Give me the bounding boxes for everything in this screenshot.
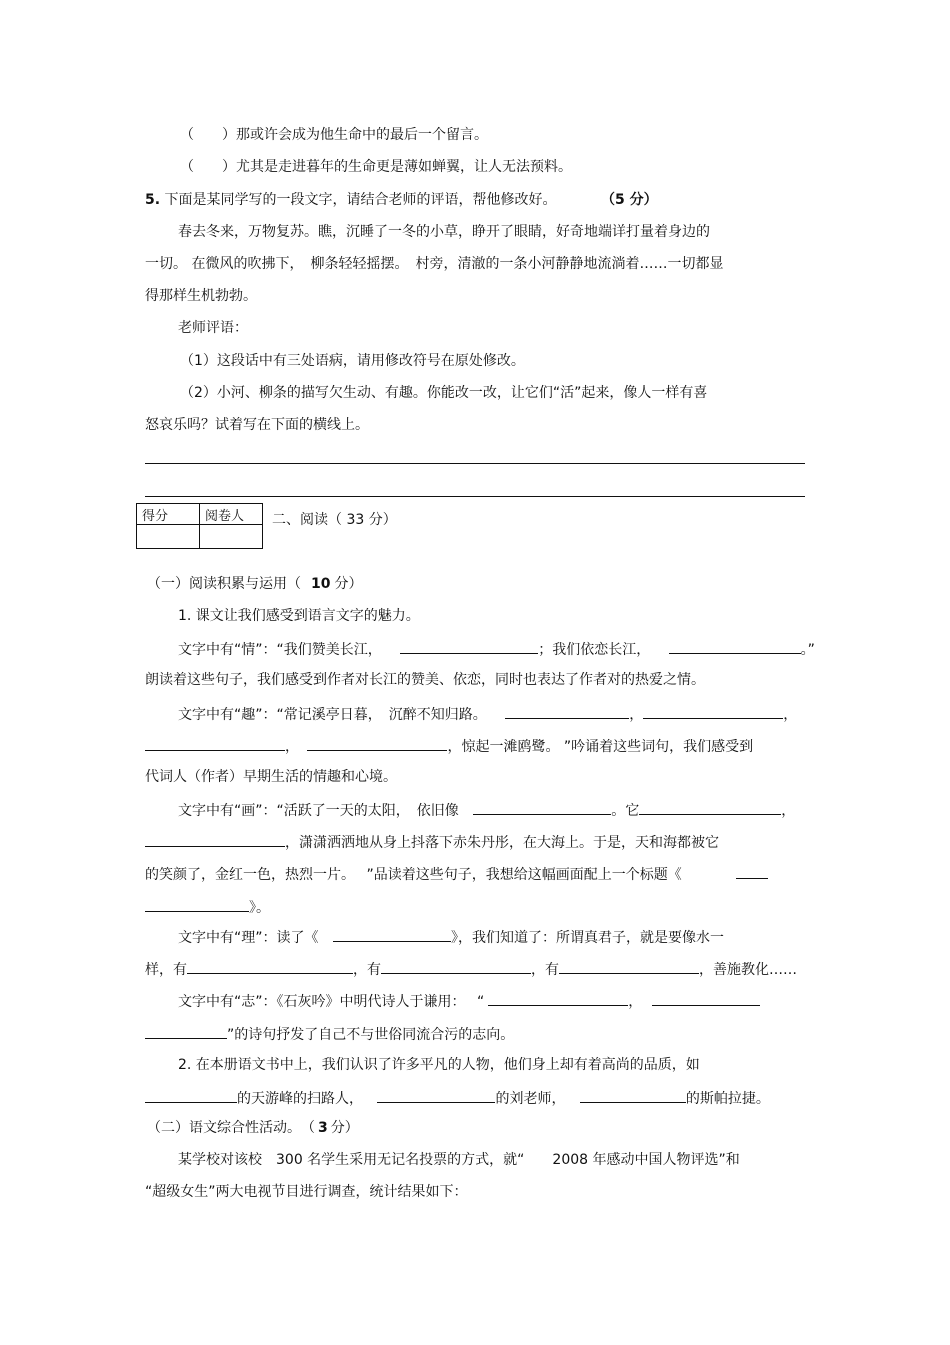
part-1-title-end: 分） bbox=[334, 576, 363, 592]
hua-text-b: 。它 bbox=[611, 803, 640, 819]
hua-blank-4[interactable] bbox=[736, 863, 768, 879]
qu-blank-2[interactable] bbox=[643, 703, 783, 719]
q5-passage-line-3: 得那样生机勃勃。 bbox=[145, 288, 257, 304]
score-cell[interactable] bbox=[137, 525, 200, 549]
q5-passage-line-1: 春去冬来，万物复苏。瞧，沉睡了一冬的小草，睁开了眼睛，好奇地端详打量着身边的 bbox=[178, 224, 710, 240]
li-line-2 bbox=[145, 958, 797, 980]
hua-text-l4: 》。 bbox=[249, 900, 270, 916]
hua-comma: ， bbox=[781, 803, 796, 819]
li-text-you-3: ，有 bbox=[531, 962, 559, 978]
section-2-title: 二、阅读（ 33 分） bbox=[272, 512, 397, 528]
qu-text-end: ，惊起一滩鸥鹭。 ”吟诵着这些词句，我们感受到 bbox=[447, 739, 754, 755]
q5-comment-2-line-1: （2）小河、柳条的描写欠生动、有趣。你能改一改，让它们“活”起来，像人一样有喜 bbox=[180, 385, 708, 401]
qu-line-1 bbox=[178, 703, 797, 725]
qu-comma-2: ， bbox=[783, 707, 798, 723]
li-blank-3[interactable] bbox=[381, 958, 531, 974]
q5-comment-1: （1）这段话中有三处语病，请用修改符号在原处修改。 bbox=[180, 353, 525, 369]
qing-line-1 bbox=[178, 638, 815, 660]
li-text-you-2: ，有 bbox=[353, 962, 381, 978]
qu-blank-3[interactable] bbox=[145, 735, 285, 751]
q5-comment-label: 老师评语： bbox=[178, 320, 248, 336]
hua-text-a: 文字中有“画”：“活跃了一天的太阳， 依旧像 bbox=[178, 803, 459, 819]
li-blank-1[interactable] bbox=[333, 926, 451, 942]
q1-prompt: 1. 课文让我们感受到语言文字的魅力。 bbox=[178, 608, 420, 624]
zhi-text-end: ”的诗句抒发了自己不与世俗同流合污的志向。 bbox=[227, 1027, 515, 1043]
hua-line-3 bbox=[145, 863, 768, 885]
part-2-score: 3 bbox=[318, 1120, 328, 1136]
qu-comma-3: ， bbox=[285, 739, 299, 755]
li-text-end: ，善施教化…… bbox=[699, 962, 797, 978]
part-1-score: 10 bbox=[311, 576, 331, 592]
li-text-a: 文字中有“理”：读了《 bbox=[178, 930, 319, 946]
qu-blank-4[interactable] bbox=[307, 735, 447, 751]
hua-blank-5[interactable] bbox=[145, 896, 249, 912]
qu-blank-1[interactable] bbox=[505, 703, 629, 719]
li-blank-2[interactable] bbox=[187, 958, 353, 974]
part-2-title-text: （二）语文综合性活动。 （ bbox=[147, 1120, 315, 1136]
hua-text-l3: 的笑颜了，金红一色，热烈一片。 ”品读着这些句子，我想给这幅画面配上一个标题《 bbox=[145, 867, 682, 883]
grader-header: 阅卷人 bbox=[200, 504, 263, 525]
hua-blank-3[interactable] bbox=[145, 831, 285, 847]
q2-blank-3[interactable] bbox=[580, 1087, 686, 1103]
grader-cell[interactable] bbox=[200, 525, 263, 549]
li-text-b: 》，我们知道了：所谓真君子，就是要像水一 bbox=[450, 930, 724, 946]
q2-prompt: 2. 在本册语文书中上，我们认识了许多平凡的人物，他们身上却有着高尚的品质，如 bbox=[178, 1057, 700, 1073]
qu-line-3: 代词人（作者）早期生活的情趣和心境。 bbox=[145, 769, 397, 785]
qing-blank-2[interactable] bbox=[669, 638, 801, 654]
part-2-line-1: 某学校对该校 300 名学生采用无记名投票的方式，就“ 2008 年感动中国人物评选”和 bbox=[178, 1152, 740, 1168]
zhi-blank-1[interactable] bbox=[488, 990, 628, 1006]
qing-line-2: 朗读着这些句子，我们感受到作者对长江的赞美、依恋，同时也表达了作者对的热爱之情。 bbox=[145, 672, 705, 688]
hua-blank-2[interactable] bbox=[639, 799, 781, 815]
q2-text-b: 的刘老师， bbox=[495, 1091, 566, 1107]
zhi-text-a: 文字中有“志”：《石灰吟》中明代诗人于谦用： “ bbox=[178, 994, 485, 1010]
q2-answers bbox=[145, 1087, 770, 1109]
q5-prompt-text: 下面是某同学写的一段文字，请结合老师的评语，帮他修改好。 bbox=[164, 192, 557, 208]
li-text-you-1: 样，有 bbox=[145, 962, 187, 978]
q5-prompt bbox=[145, 190, 658, 210]
zhi-line-2 bbox=[145, 1023, 514, 1045]
part-2-line-2: “超级女生”两大电视节目进行调查，统计结果如下： bbox=[145, 1184, 468, 1200]
score-table bbox=[136, 503, 263, 549]
qing-blank-1[interactable] bbox=[400, 638, 538, 654]
q5-comment-2-line-2: 怒哀乐吗？试着写在下面的横线上。 bbox=[145, 417, 369, 433]
q2-text-a: 的天游峰的扫路人， bbox=[237, 1091, 363, 1107]
li-line-1 bbox=[178, 926, 724, 948]
qu-line-2 bbox=[145, 735, 753, 757]
q5-score: （5 分） bbox=[600, 192, 658, 208]
q2-blank-2[interactable] bbox=[377, 1087, 495, 1103]
qu-comma-1: ， bbox=[629, 707, 644, 723]
q5-number: 5. bbox=[145, 192, 161, 208]
zhi-blank-3[interactable] bbox=[145, 1023, 227, 1039]
qing-text-c: 。” bbox=[800, 642, 815, 658]
part-2-title bbox=[147, 1118, 359, 1138]
zhi-blank-2[interactable] bbox=[652, 990, 760, 1006]
score-header: 得分 bbox=[137, 504, 200, 525]
hua-line-4 bbox=[145, 896, 270, 918]
answer-line-1[interactable] bbox=[145, 463, 805, 464]
hua-text-l2: ，潇潇洒洒地从身上抖落下赤朱丹彤，在大海上。于是，天和海都被它 bbox=[285, 835, 719, 851]
answer-line-2[interactable] bbox=[145, 496, 805, 497]
zhi-line-1 bbox=[178, 990, 760, 1012]
qu-text-a: 文字中有“趣”：“常记溪亭日暮， 沉醉不知归路。 bbox=[178, 707, 487, 723]
zhi-comma: ， bbox=[628, 994, 643, 1010]
q4-line-2: （ ）尤其是走进暮年的生命更是薄如蝉翼，让人无法预料。 bbox=[180, 159, 572, 175]
hua-line-2 bbox=[145, 831, 719, 853]
q5-passage-line-2: 一切。 在微风的吹拂下， 柳条轻轻摇摆。 村旁，清澈的一条小河静静地流淌着……一切都显 bbox=[145, 256, 724, 272]
part-1-title-text: （一）阅读积累与运用（ bbox=[147, 576, 301, 592]
li-blank-4[interactable] bbox=[559, 958, 699, 974]
q2-blank-1[interactable] bbox=[145, 1087, 237, 1103]
qing-text-a: 文字中有“情”：“我们赞美长江， bbox=[178, 642, 382, 658]
qing-text-b: ；我们依恋长江， bbox=[538, 642, 651, 658]
hua-line-1 bbox=[178, 799, 795, 821]
q4-line-1: （ ）那或许会成为他生命中的最后一个留言。 bbox=[180, 127, 488, 143]
hua-blank-1[interactable] bbox=[473, 799, 611, 815]
q2-text-c: 的斯帕拉捷。 bbox=[685, 1091, 770, 1107]
part-2-title-end: 分） bbox=[330, 1120, 359, 1136]
part-1-title bbox=[147, 574, 362, 594]
